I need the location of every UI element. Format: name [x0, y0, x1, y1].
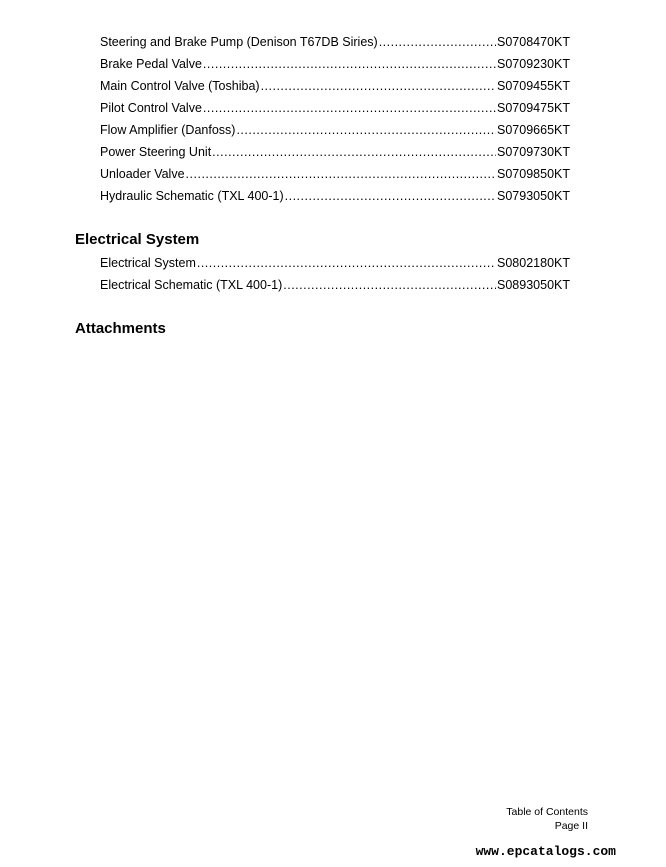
dot-leader [186, 165, 496, 183]
footer-page-number: Page II [554, 820, 588, 832]
dot-leader [197, 254, 496, 272]
toc-entry-code: S0708470KT [497, 35, 570, 49]
dot-leader [283, 276, 496, 294]
section-heading-attachments: Attachments [75, 320, 166, 337]
toc-entry-title: Electrical Schematic (TXL 400-1) [100, 278, 283, 292]
watermark-url: www.epcatalogs.com [475, 844, 616, 859]
dot-leader [203, 99, 496, 117]
toc-entry[interactable] [100, 99, 570, 117]
footer-doc-title: Table of Contents [506, 806, 588, 818]
toc-entry-code: S0709455KT [497, 79, 570, 93]
toc-entry-code: S0709730KT [497, 145, 570, 159]
toc-entry[interactable] [100, 276, 570, 294]
toc-entry-title: Hydraulic Schematic (TXL 400-1) [100, 189, 284, 203]
dot-leader [379, 33, 496, 51]
dot-leader [212, 143, 496, 161]
toc-entry[interactable] [100, 33, 570, 51]
dot-leader [261, 77, 496, 95]
toc-entry-title: Main Control Valve (Toshiba) [100, 79, 260, 93]
toc-entry-title: Electrical System [100, 256, 196, 270]
toc-entry-title: Pilot Control Valve [100, 101, 202, 115]
toc-entry-title: Brake Pedal Valve [100, 57, 202, 71]
page-footer [506, 805, 588, 833]
toc-entry-title: Power Steering Unit [100, 145, 212, 159]
toc-entry[interactable] [100, 254, 570, 272]
toc-entry[interactable] [100, 121, 570, 139]
toc-entry-code: S0893050KT [497, 278, 570, 292]
toc-entry[interactable] [100, 77, 570, 95]
toc-entry-code: S0709665KT [497, 123, 570, 137]
dot-leader [285, 187, 496, 205]
dot-leader [236, 121, 496, 139]
toc-entry[interactable] [100, 187, 570, 205]
toc-entry[interactable] [100, 165, 570, 183]
toc-entry[interactable] [100, 143, 570, 161]
toc-entry-code: S0709475KT [497, 101, 570, 115]
toc-entry-code: S0709230KT [497, 57, 570, 71]
toc-entry-code: S0802180KT [497, 256, 570, 270]
dot-leader [203, 55, 496, 73]
toc-entry-title: Steering and Brake Pump (Denison T67DB Siries) [100, 35, 378, 49]
toc-entry-code: S0709850KT [497, 167, 570, 181]
toc-entry[interactable] [100, 55, 570, 73]
toc-entry-code: S0793050KT [497, 189, 570, 203]
section-heading-electrical: Electrical System [75, 231, 200, 248]
toc-entry-title: Flow Amplifier (Danfoss) [100, 123, 236, 137]
toc-entry-title: Unloader Valve [100, 167, 185, 181]
